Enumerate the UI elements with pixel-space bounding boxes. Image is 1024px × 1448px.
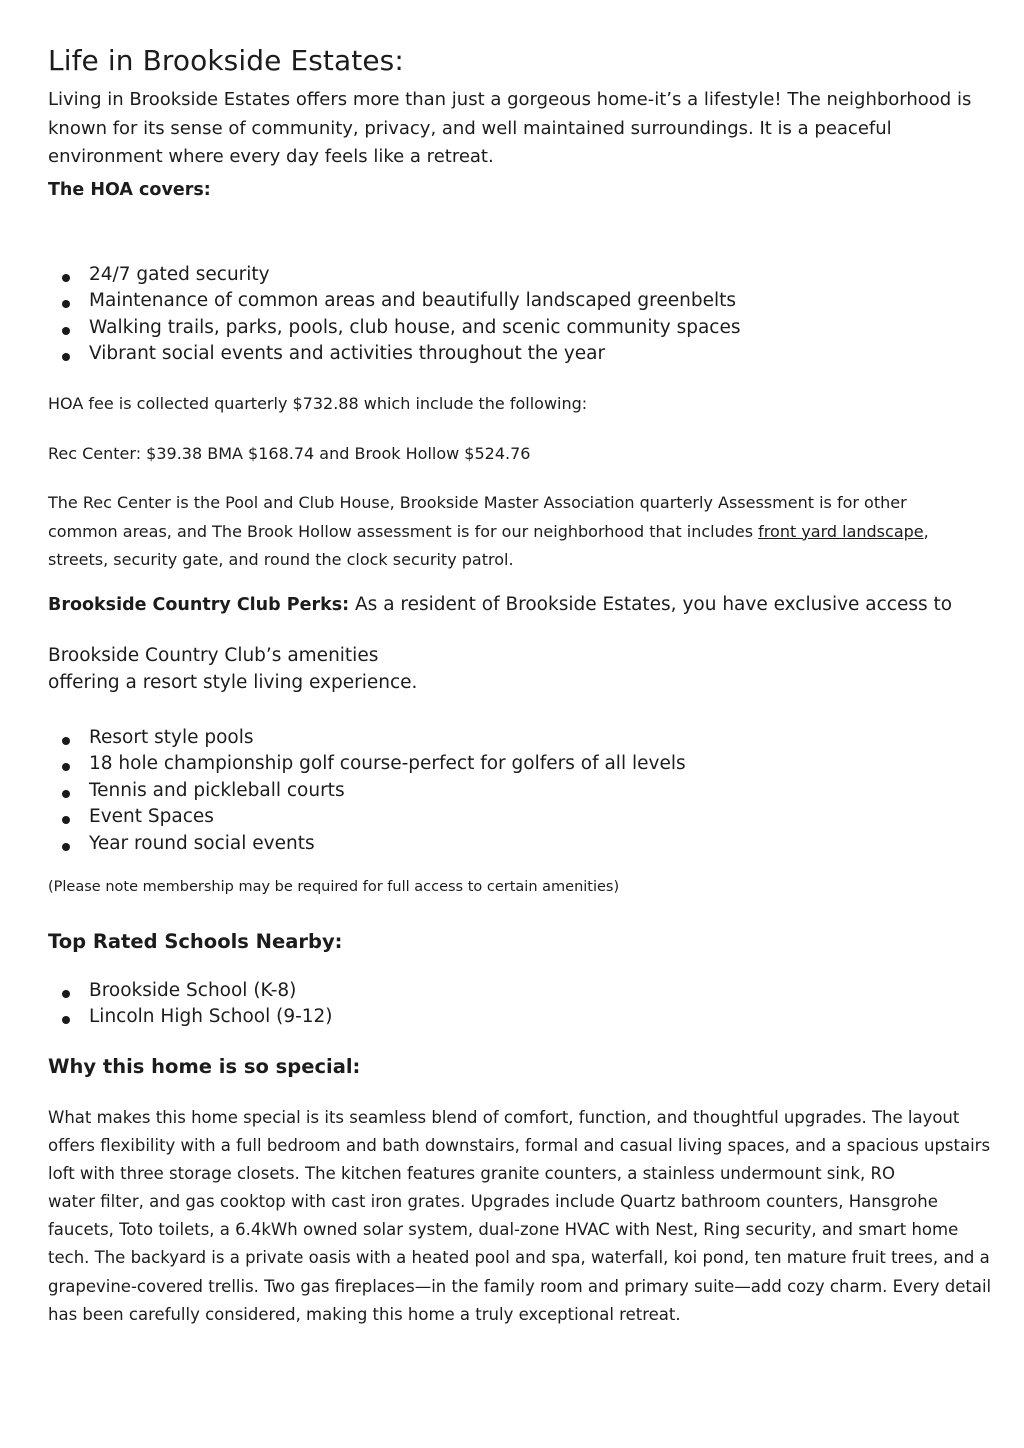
membership-note: (Please note membership may be required for full access to certain amenities) (48, 879, 620, 895)
hoa-fee-text: HOA fee is collected quarterly $732.88 which include the following: (48, 394, 588, 413)
bullet-icon (62, 300, 70, 308)
list-item: Tennis and pickleball courts (62, 778, 982, 804)
bullet-icon (62, 274, 70, 282)
bullet-icon (62, 763, 70, 771)
page-title: Life in Brookside Estates: (48, 44, 404, 77)
list-item: Year round social events (62, 831, 982, 857)
list-item: 24/7 gated security (62, 262, 982, 288)
list-item: Lincoln High School (9-12) (62, 1004, 982, 1030)
bullet-icon (62, 990, 70, 998)
intro-line: environment where every day feels like a retreat. (48, 146, 494, 167)
bullet-icon (62, 790, 70, 798)
list-item: Brookside School (K-8) (62, 978, 982, 1004)
rec-center-fees: Rec Center: $39.38 BMA $168.74 and Brook Hollow $524.76 (48, 444, 531, 463)
club-amenities-list (62, 725, 982, 857)
list-item: Vibrant social events and activities throughout the year (62, 341, 982, 367)
bullet-icon (62, 1016, 70, 1024)
special-paragraph: What makes this home special is its seamless blend of comfort, function, and thoughtful upgrades. The layout offers flexibility with a full bedroom and bath downstairs, formal and casual living spaces, and a spacious upstairs loft with three storage closets. The kitchen features granite counters, a stainless undermount sink, RO water filter, and gas cooktop with cast iron grates. Upgrades include Quartz bathroom counters, Hansgrohe faucets, Toto toilets, a 6.4kWh owned solar system, dual-zone HVAC with Nest, Ring security, and smart home tech. The backyard is a private oasis with a heated pool and spa, waterfall, koi pond, ten mature fruit trees, and a grapevine-covered trellis. Two gas fireplaces—in the family room and primary suite—add cozy charm. Every detail has been carefully considered, making this home a truly exceptional retreat. (48, 1108, 992, 1324)
bullet-icon (62, 816, 70, 824)
hoa-covers-heading: The HOA covers: (48, 180, 211, 200)
front-yard-landscape-link[interactable]: front yard landscape (758, 521, 924, 541)
intro-line: known for its sense of community, privacy, and well maintained surroundings. It is a peaceful (48, 117, 892, 139)
intro-paragraph (48, 86, 993, 172)
hoa-covers-list (62, 262, 982, 368)
list-item: Maintenance of common areas and beautifully landscaped greenbelts (62, 288, 982, 314)
country-club-amenities-text: Brookside Country Club’s amenities offering a resort style living experience. (48, 645, 418, 693)
list-item: 18 hole championship golf course-perfect for golfers of all levels (62, 751, 982, 777)
list-item: Resort style pools (62, 725, 982, 751)
bullet-icon (62, 843, 70, 851)
perks-label: Brookside Country Club Perks: (48, 595, 350, 615)
bullet-icon (62, 737, 70, 745)
special-heading: Why this home is so special: (48, 1055, 361, 1078)
schools-heading: Top Rated Schools Nearby: (48, 930, 343, 953)
intro-line: Living in Brookside Estates offers more than just a gorgeous home-it’s a lifestyle! The neighborhood is (48, 89, 972, 110)
schools-list (62, 978, 982, 1031)
bullet-icon (62, 327, 70, 335)
country-club-perks: Brookside Country Club Perks: As a resident of Brookside Estates, you have exclusive access to (48, 594, 953, 615)
bullet-icon (62, 353, 70, 361)
list-item: Walking trails, parks, pools, club house, and scenic community spaces (62, 315, 982, 341)
assessment-description: The Rec Center is the Pool and Club House, Brookside Master Association quarterly Assessment is for other common areas, and The Brook Hollow assessment is for our neighborhood that includes front yard landscape, streets, security gate, and round the clock security patrol. (48, 493, 929, 569)
list-item: Event Spaces (62, 804, 982, 830)
